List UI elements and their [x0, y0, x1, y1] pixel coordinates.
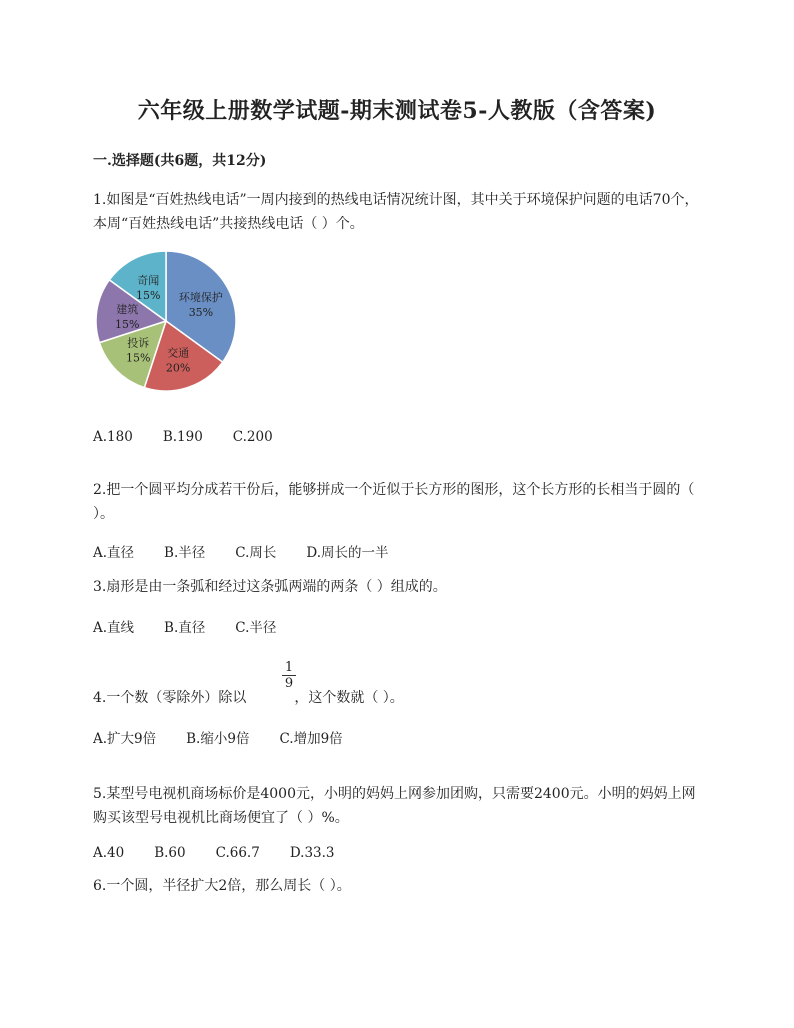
option-a[interactable]: A.直线 — [93, 620, 135, 636]
pie-label-2: 投诉 — [127, 336, 150, 350]
option-c[interactable]: C.半径 — [235, 620, 277, 636]
fraction-one-ninth — [282, 660, 296, 692]
pie-label-0: 环境保护 — [178, 291, 223, 305]
pie-label-3: 建筑 — [116, 302, 139, 316]
question-1-text: 1.如图是“百姓热线电话”一周内接到的热线电话情况统计图，其中关于环境保护问题的电话70个，本周“百姓热线电话”共接热线电话（ ）个。 — [93, 192, 699, 232]
question-2-text: 2.把一个圆平均分成若干份后，能够拼成一个近似于长方形的图形，这个长方形的长相当于圆的（ ）。 — [93, 482, 695, 522]
question-5-options — [93, 845, 365, 861]
question-4-text-after: ，这个数就（ ）。 — [294, 690, 404, 706]
option-c[interactable]: C.200 — [232, 429, 273, 445]
question-6-text: 6.一个圆，半径扩大2倍，那么周长（ ）。 — [93, 878, 351, 894]
question-4-text-before: 4.一个数（零除外）除以 — [93, 690, 247, 706]
option-b[interactable]: B.60 — [154, 845, 186, 861]
option-c[interactable]: C.66.7 — [215, 845, 260, 861]
option-b[interactable]: B.半径 — [164, 545, 206, 561]
pie-percent-0: 35% — [188, 306, 214, 320]
option-a[interactable]: A.直径 — [93, 545, 135, 561]
option-b[interactable]: B.缩小9倍 — [186, 731, 250, 747]
pie-percent-4: 15% — [135, 289, 161, 303]
fraction-denominator: 9 — [284, 676, 294, 691]
question-2-options — [93, 541, 419, 561]
pie-percent-3: 15% — [115, 317, 140, 331]
question-4-options — [93, 727, 373, 747]
fraction-numerator: 1 — [282, 660, 296, 676]
option-c[interactable]: C.周长 — [235, 545, 277, 561]
option-a[interactable]: A.40 — [93, 845, 125, 861]
pie-label-1: 交通 — [167, 346, 190, 360]
question-3-text: 3.扇形是由一条弧和经过这条弧两端的两条（ ）组成的。 — [93, 579, 447, 595]
pie-percent-1: 20% — [165, 361, 191, 375]
page-title: 六年级上册数学试题-期末测试卷5-人教版（含答案) — [137, 98, 657, 124]
question-1-options — [93, 429, 303, 445]
question-5-text: 5.某型号电视机商场标价是4000元，小明的妈妈上网参加团购，只需要2400元。小明的妈妈上网购买该型号电视机比商场便宜了（ ）%。 — [93, 786, 696, 826]
pie-percent-2: 15% — [126, 351, 151, 365]
question-4-text — [93, 686, 703, 710]
section-heading: 一.选择题(共6题，共12分) — [93, 153, 267, 169]
option-a[interactable]: A.180 — [93, 429, 133, 445]
option-b[interactable]: B.直径 — [164, 620, 206, 636]
option-a[interactable]: A.扩大9倍 — [93, 731, 157, 747]
pie-chart — [90, 245, 250, 405]
pie-label-4: 奇闻 — [137, 274, 160, 288]
option-d[interactable]: D.周长的一半 — [306, 545, 389, 561]
option-c[interactable]: C.增加9倍 — [279, 731, 343, 747]
option-b[interactable]: B.190 — [162, 429, 203, 445]
question-3-options — [93, 616, 306, 636]
option-d[interactable]: D.33.3 — [289, 845, 335, 861]
